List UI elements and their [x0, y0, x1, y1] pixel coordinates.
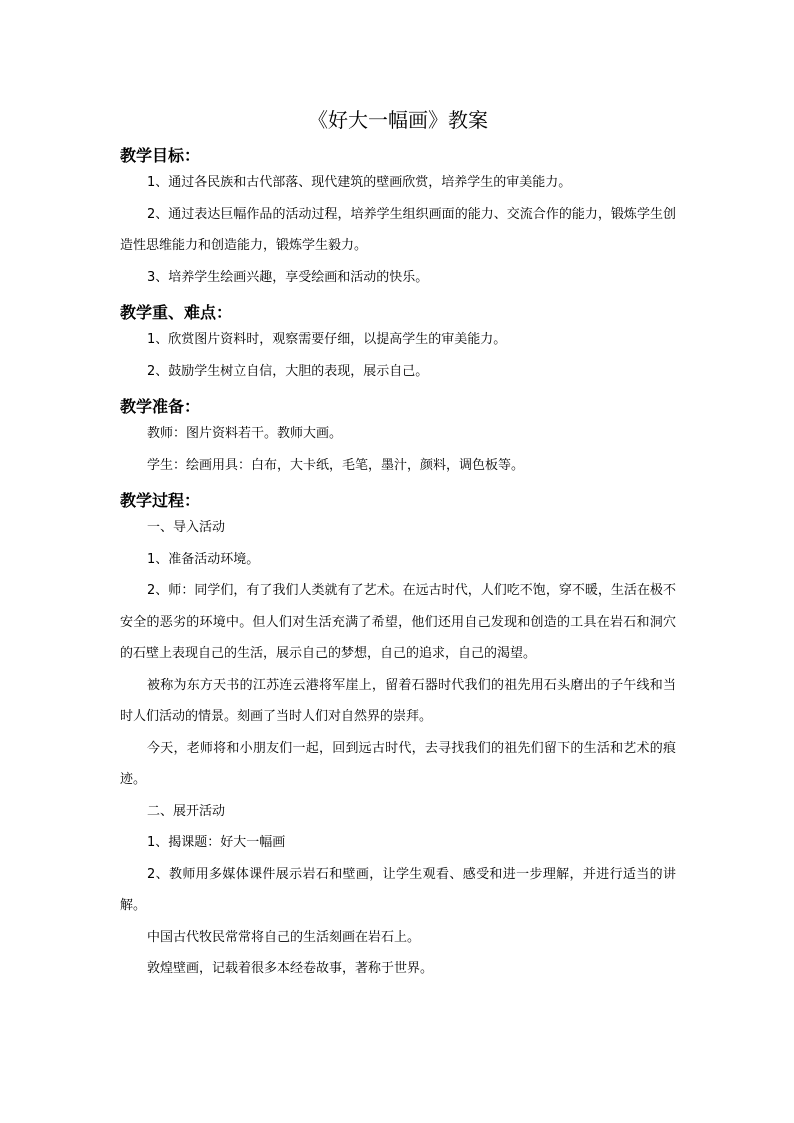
paragraph: 2、鼓励学生树立自信，大胆的表现，展示自己。 — [147, 363, 429, 379]
section-heading: 教学目标： — [120, 146, 201, 165]
paragraph: 1、揭课题：好大一幅画 — [147, 835, 286, 850]
paragraph: 3、培养学生绘画兴趣，享受绘画和活动的快乐。 — [147, 269, 429, 285]
paragraph: 敦煌壁画，记载着很多本经卷故事，著称于世界。 — [147, 961, 434, 976]
paragraph: 1、准备活动环境。 — [147, 551, 260, 567]
section-teaching-goals — [120, 145, 676, 293]
paragraph: 2、通过表达巨幅作品的活动过程，培养学生组织画面的能力、交流合作的能力，锻炼学生创造性思维能力和创造能力，锻炼学生毅力。 — [120, 206, 676, 253]
paragraph: 1、通过各民族和古代部落、现代建筑的壁画欣赏，培养学生的审美能力。 — [147, 175, 572, 190]
section-heading: 教学准备： — [120, 397, 201, 416]
section-teaching-process — [120, 490, 676, 985]
paragraph: 被称为东方天书的江苏连云港将军崖上，留着石器时代我们的祖先用石头磨出的子午线和当时人们活动的情景。刻画了当时人们对自然界的崇拜。 — [120, 677, 676, 724]
paragraph: 一、导入活动 — [147, 520, 226, 535]
document-title: 《好大一幅画》教案 — [308, 108, 488, 132]
paragraph: 教师：图片资料若干。教师大画。 — [147, 426, 343, 441]
paragraph: 学生：绘画用具：白布，大卡纸，毛笔，墨汁，颜料，调色板等。 — [147, 457, 525, 473]
paragraph: 二、展开活动 — [147, 803, 226, 819]
section-heading: 教学重、难点： — [120, 303, 233, 322]
section-preparation — [120, 396, 676, 481]
section-heading: 教学过程： — [120, 491, 201, 510]
paragraph: 中国古代牧民常常将自己的生活刻画在岩石上。 — [147, 929, 421, 945]
paragraph: 2、教师用多媒体课件展示岩石和壁画，让学生观看、感受和进一步理解，并进行适当的讲解。 — [120, 866, 676, 913]
paragraph: 今天，老师将和小朋友们一起，回到远古时代，去寻找我们的祖先们留下的生活和艺术的痕迹。 — [120, 740, 676, 787]
paragraph: 2、师：同学们，有了我们人类就有了艺术。在远古时代，人们吃不饱，穿不暖，生活在极不安全的恶劣的环境中。但人们对生活充满了希望，他们还用自己发现和创造的工具在岩石和洞穴的石壁上表现自己的生活，展示自己的梦想，自己的追求，自己的渴望。 — [120, 583, 676, 661]
section-key-points — [120, 302, 676, 387]
paragraph: 1、欣赏图片资料时，观察需要仔细，以提高学生的审美能力。 — [147, 332, 507, 347]
